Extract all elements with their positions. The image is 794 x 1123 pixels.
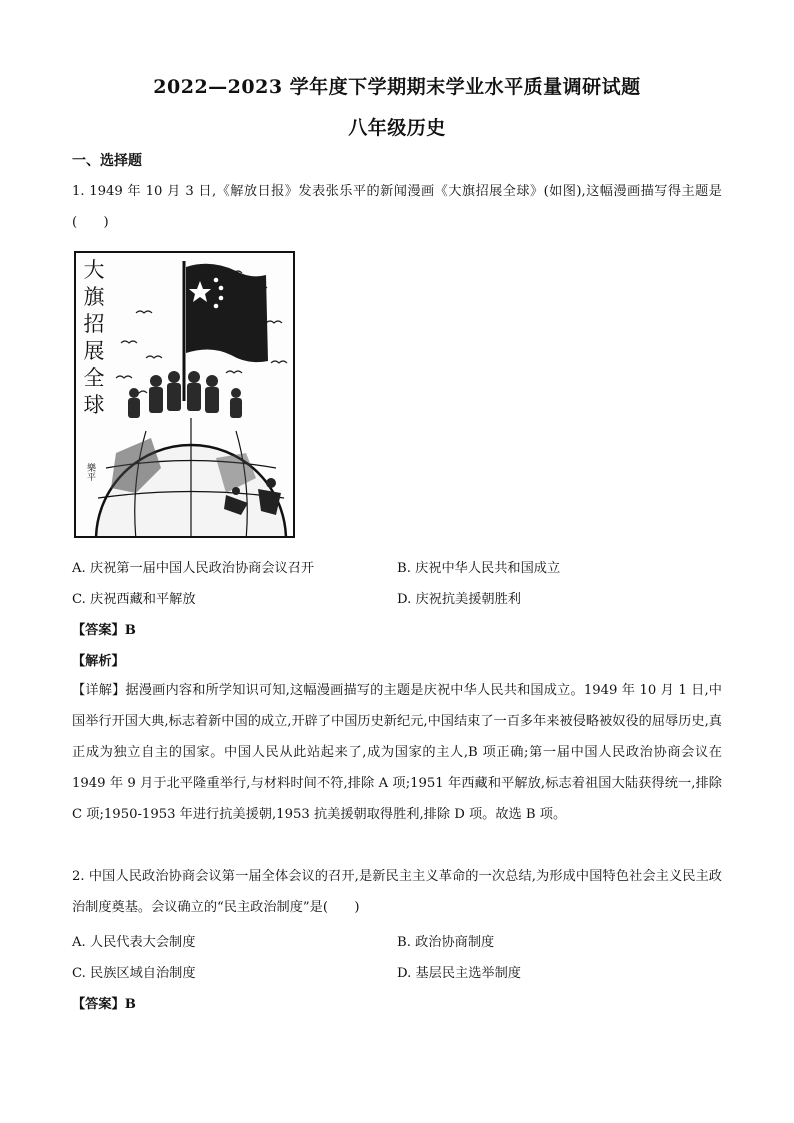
q2-option-a[interactable] [72,931,195,950]
caption-char: 展 [83,339,105,363]
flag-on-globe-cartoon-icon [76,253,295,538]
option-label: C. [72,592,86,607]
q2-option-c[interactable] [72,962,196,981]
cartoon-image [74,251,295,538]
option-label: B. [397,935,411,950]
question-2-stem: 2. 中国人民政治协商会议第一届全体会议的召开,是新民主主义革命的一次总结,为形成中国特色社会主义民主政治制度奠基。会议确立的“民主政治制度”是( ) [72,869,722,915]
option-label: B. [397,561,411,576]
q1-answer: 【答案】B [72,623,136,638]
option-label: A. [72,935,86,950]
q2-answer: 【答案】B [72,997,136,1012]
option-text: 民族区域自治制度 [90,966,196,981]
q1-option-d[interactable] [397,588,521,607]
q1-option-b[interactable] [397,557,560,576]
q1-detail: 【详解】据漫画内容和所学知识可知,这幅漫画描写的主题是庆祝中华人民共和国成立。1949 年 10 月 1 日,中国举行开国大典,标志着新中国的成立,开辟了中国历史新纪元,中国结束了一百多年来被侵略被奴役的屈辱历史,真正成为独立自主的国家。中国人民从此站起来了,成为国家的主人,B 项正确;第一届中国人民政治协商会议在 1949 年 9 月于北平隆重举行,与材料时间不符,排除 A 项;1951 年西藏和平解放,标志着祖国大陆获得统一,排除 C 项;1950-1953 年进行抗美援朝,1953 抗美援朝取得胜利,排除 D 项。故选 B 项。 [72,683,722,822]
page-title: 2022—2023 学年度下学期期末学业水平质量调研试题 [153,76,641,98]
option-text: 庆祝抗美援朝胜利 [415,592,521,607]
option-label: A. [72,561,86,576]
caption-char: 全 [83,366,105,390]
caption-char: 球 [83,393,105,417]
cartoon-signature: 樂平 [85,463,95,481]
q2-option-b[interactable] [397,931,494,950]
option-text: 基层民主选举制度 [415,966,521,981]
q2-option-d[interactable] [397,962,521,981]
section-heading: 一、选择题 [72,153,142,169]
q1-option-c[interactable] [72,588,196,607]
option-text: 庆祝第一届中国人民政治协商会议召开 [89,561,315,576]
option-label: C. [72,966,86,981]
option-text: 庆祝中华人民共和国成立 [415,561,561,576]
option-text: 庆祝西藏和平解放 [90,592,196,607]
option-text: 人民代表大会制度 [89,935,196,950]
q1-option-a[interactable] [72,557,314,576]
caption-char: 招 [83,312,105,336]
caption-char: 旗 [83,285,105,309]
q1-analysis-heading: 【解析】 [72,654,125,669]
option-text: 政治协商制度 [415,935,495,950]
question-1-stem: 1. 1949 年 10 月 3 日,《解放日报》发表张乐平的新闻漫画《大旗招展全球》(如图),这幅漫画描写得主题是( ) [72,184,722,230]
option-label: D. [397,592,412,607]
page-subtitle: 八年级历史 [348,117,446,139]
caption-char: 大 [83,258,105,282]
option-label: D. [397,966,412,981]
